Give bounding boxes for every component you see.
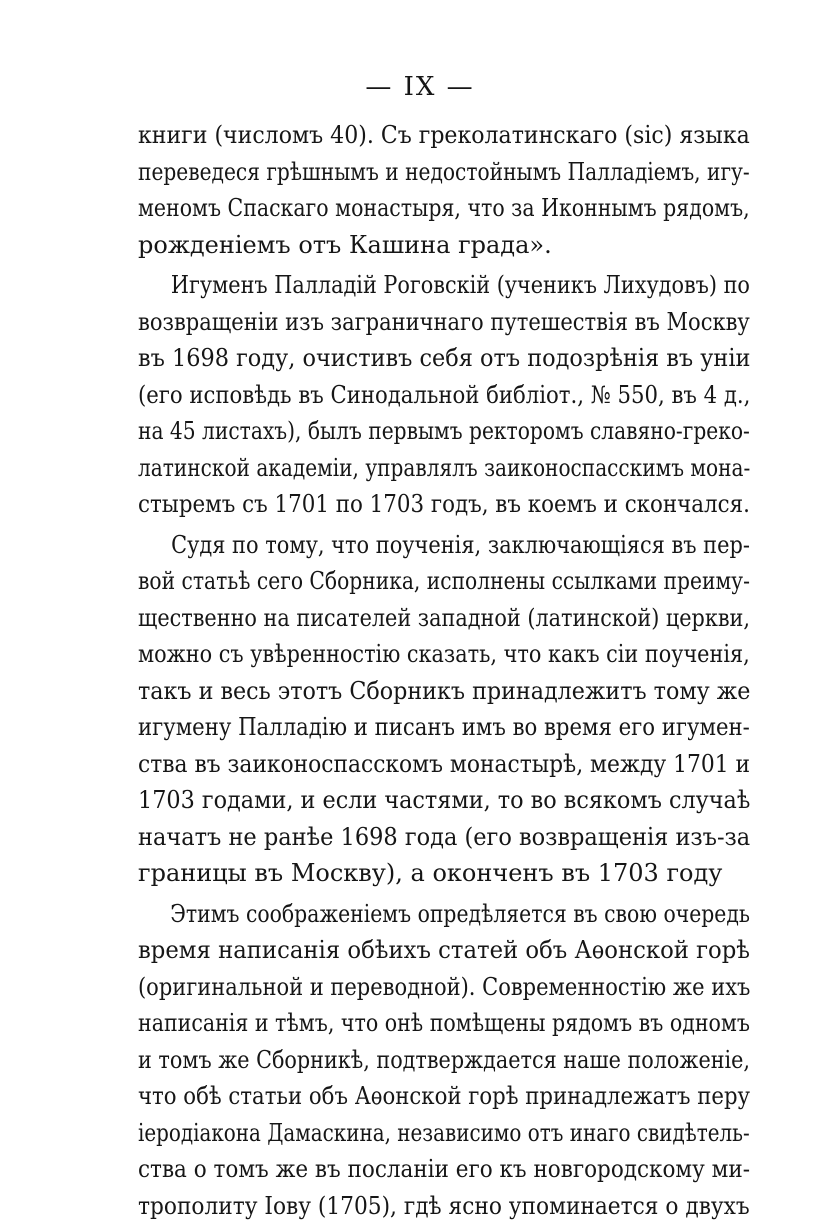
text-line: 1703 годами, и если частями, то во всякомъ случаѣ	[138, 782, 707, 819]
text-line: ства о томъ же въ посланіи его къ новгородскому ми-	[138, 1151, 686, 1188]
text-line: границы въ Москву), а оконченъ въ 1703 году	[138, 855, 750, 892]
text-line: и томъ же Сборникѣ, подтверждается наше положеніе,	[138, 1042, 666, 1079]
text-line: трополиту Іову (1705), гдѣ ясно упоминается о двухъ	[138, 1188, 691, 1224]
text-line: Этимъ соображеніемъ опредѣляется въ свою очередь	[138, 896, 657, 933]
text-line: латинской академіи, управлялъ заиконоспасскимъ мона-	[138, 450, 650, 487]
text-line: на 45 листахъ), былъ первымъ ректоромъ славяно-греко-	[138, 413, 653, 450]
text-line: игумену Палладію и писанъ имъ во время его игумен-	[138, 709, 678, 746]
text-line: можно съ увѣренностію сказать, что какъ сіи поученія,	[138, 636, 668, 673]
text-line: переведеся грѣшнымъ и недостойнымъ Палладіемъ, игу-	[138, 154, 653, 191]
text-line: стыремъ съ 1701 по 1703 годъ, въ коемъ и скончался.	[138, 486, 683, 523]
body-text	[138, 117, 750, 1224]
text-line: въ 1698 году, очистивъ себя отъ подозрѣнія въ уніи	[138, 340, 709, 377]
text-line: такъ и весь этотъ Сборникъ принадлежитъ тому же	[138, 673, 705, 710]
text-line: время написанія обѣихъ статей объ Аѳонской горѣ	[138, 932, 718, 969]
text-line: (оригинальной и переводной). Современностію же ихъ	[138, 969, 673, 1006]
page-number: — IX —	[0, 72, 840, 102]
text-line: что обѣ статьи объ Аѳонской горѣ принадлежатъ перу	[138, 1078, 679, 1115]
paragraph-1	[138, 117, 750, 263]
text-line: книги (числомъ 40). Съ греколатинскаго (sic) языка	[138, 117, 700, 154]
text-line: Судя по тому, что поученія, заключающіяся въ пер-	[138, 527, 671, 564]
text-line: меномъ Спаскаго монастыря, что за Иконнымъ рядомъ,	[138, 190, 660, 227]
text-line: рожденіемъ отъ Кашина града».	[138, 227, 750, 264]
text-line: вой статьѣ сего Сборника, исполнены ссылками преиму-	[138, 563, 654, 600]
text-line: Игуменъ Палладій Роговскій (ученикъ Лихудовъ) по	[138, 267, 668, 304]
text-line: возвращеніи изъ заграничнаго путешествія въ Москву	[138, 304, 674, 341]
paragraph-4	[138, 896, 750, 1224]
text-line: (его исповѣдь въ Синодальной библіот., № 550, въ 4 д.,	[138, 377, 678, 414]
text-line: начатъ не ранѣе 1698 года (его возвращенія изъ-за	[138, 819, 711, 856]
text-line: щественно на писателей западной (латинской) церкви,	[138, 600, 668, 637]
paragraph-3	[138, 527, 750, 892]
text-line: написанія и тѣмъ, что онѣ помѣщены рядомъ въ одномъ	[138, 1005, 662, 1042]
text-line: ства въ заиконоспасскомъ монастырѣ, между 1701 и	[138, 746, 694, 783]
paragraph-2	[138, 267, 750, 523]
text-line: іеродіакона Дамаскина, независимо отъ инаго свидѣтель-	[138, 1115, 646, 1152]
